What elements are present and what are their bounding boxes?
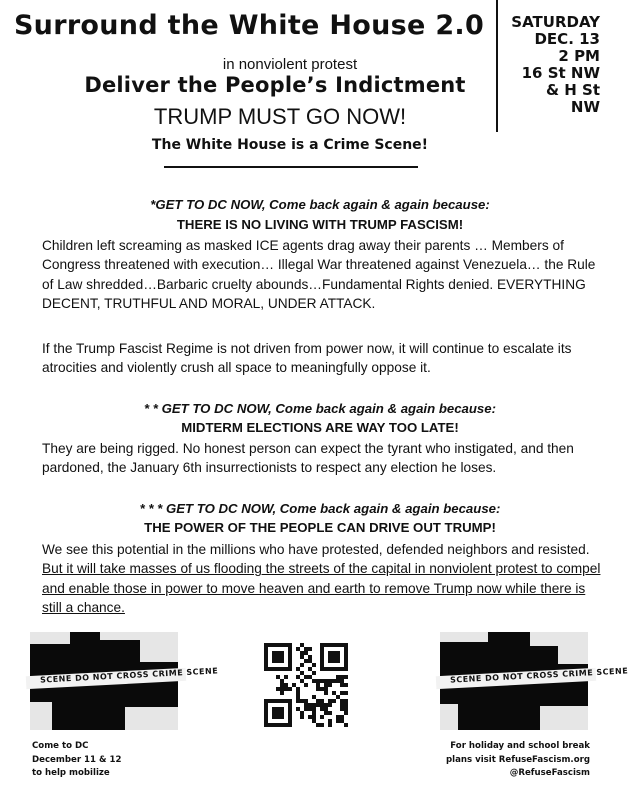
qr-module — [320, 707, 324, 711]
qr-module — [304, 699, 308, 703]
qr-module — [280, 691, 284, 695]
qr-module — [316, 679, 320, 683]
qr-module — [328, 703, 332, 707]
qr-module — [320, 687, 324, 691]
event-street-3: NW — [570, 98, 600, 116]
qr-module — [312, 703, 316, 707]
qr-module — [300, 679, 304, 683]
subtitle: in nonviolent protest — [222, 56, 358, 73]
qr-module — [300, 651, 304, 655]
page-title: Surround the White House 2.0 — [13, 10, 485, 41]
qr-module — [308, 659, 312, 663]
qr-module — [316, 699, 320, 703]
qr-module — [296, 675, 300, 679]
qr-module — [344, 723, 348, 727]
qr-module — [332, 691, 336, 695]
section-1-paragraph-2: If the Trump Fascist Regime is not driven from power now, it will continue to escalate its atrocities and violently crush all space to meaningfully oppose it. — [42, 341, 572, 376]
qr-module — [280, 687, 284, 691]
qr-module — [340, 719, 344, 723]
section-3-subheading: THE POWER OF THE PEOPLE CAN DRIVE OUT TRUMP! — [144, 520, 496, 535]
section-2-heading: * * GET TO DC NOW, Come back again & again because: — [144, 401, 496, 416]
qr-module — [300, 671, 304, 675]
divider — [164, 166, 418, 168]
tagline: Deliver the People’s Indictment — [84, 73, 466, 97]
section-3-heading: * * * GET TO DC NOW, Come back again & again because: — [139, 501, 501, 516]
qr-module — [288, 687, 292, 691]
qr-module — [284, 675, 288, 679]
qr-module — [312, 707, 316, 711]
qr-module — [320, 703, 324, 707]
qr-module — [332, 679, 336, 683]
section-1-paragraph-1: Children left screaming as masked ICE agents drag away their parents … Members of Congress threatened with execution… Illegal War threatened against Venezuela… the Rule of Law shredded…Barbaric cruelty abounds…Fundamental Rights denied. EVERYTHING DECENT, TRUTHFUL AND MORAL, UNDER ATTACK. — [42, 238, 596, 312]
qr-module — [312, 695, 316, 699]
qr-module — [300, 655, 304, 659]
qr-module — [280, 683, 284, 687]
qr-finder — [272, 707, 284, 719]
qr-module — [300, 699, 304, 703]
demand: TRUMP MUST GO NOW! — [153, 104, 407, 129]
tape-text-small: SCENE DO NOT CROSS — [449, 669, 560, 685]
crime-scene-photo-right — [440, 632, 628, 730]
qr-module — [328, 719, 332, 723]
qr-module — [320, 679, 324, 683]
qr-module — [316, 683, 320, 687]
footer-right — [446, 740, 590, 781]
qr-module — [304, 683, 308, 687]
qr-module — [344, 691, 348, 695]
qr-module — [324, 711, 328, 715]
event-time: 2 PM — [558, 47, 600, 65]
qr-module — [304, 659, 308, 663]
crime-scene-slogan: The White House is a Crime Scene! — [151, 137, 429, 153]
qr-module — [324, 679, 328, 683]
footer-right-line-3[interactable]: @RefuseFascism — [509, 768, 590, 778]
qr-module — [328, 723, 332, 727]
qr-module — [304, 647, 308, 651]
qr-module — [336, 675, 340, 679]
qr-module — [312, 719, 316, 723]
qr-module — [300, 643, 304, 647]
qr-module — [344, 675, 348, 679]
qr-module — [296, 667, 300, 671]
qr-module — [296, 695, 300, 699]
qr-module — [308, 703, 312, 707]
qr-module — [312, 679, 316, 683]
qr-module — [284, 683, 288, 687]
qr-finder — [328, 651, 340, 663]
qr-module — [340, 691, 344, 695]
qr-module — [308, 647, 312, 651]
section-1-heading: *GET TO DC NOW, Come back again & again because: — [150, 197, 490, 212]
qr-module — [320, 715, 324, 719]
qr-module — [304, 651, 308, 655]
qr-module — [328, 699, 332, 703]
qr-module — [308, 667, 312, 671]
section-2-subheading: MIDTERM ELECTIONS ARE WAY TOO LATE! — [181, 420, 459, 435]
section-3-text: We see this potential in the millions who have protested, defended neighbors and resisted. — [42, 542, 590, 557]
footer-left-line-1: Come to DC — [32, 741, 89, 751]
qr-module — [316, 723, 320, 727]
qr-module — [324, 707, 328, 711]
qr-module — [296, 691, 300, 695]
qr-module — [324, 683, 328, 687]
qr-module — [280, 679, 284, 683]
qr-module — [336, 695, 340, 699]
qr-module — [276, 687, 280, 691]
qr-module — [308, 655, 312, 659]
qr-module — [340, 699, 344, 703]
footer-left — [32, 740, 121, 781]
section-1-subheading: THERE IS NO LIVING WITH TRUMP FASCISM! — [176, 217, 464, 232]
qr-module — [344, 699, 348, 703]
qr-module — [344, 683, 348, 687]
footer-right-line-2[interactable]: plans visit RefuseFascism.org — [445, 754, 590, 765]
qr-module — [328, 679, 332, 683]
qr-module — [312, 671, 316, 675]
footer-right-line-1: For holiday and school break — [450, 741, 590, 751]
qr-module — [312, 711, 316, 715]
footer-left-line-2: December 11 & 12 — [32, 754, 122, 765]
qr-module — [296, 707, 300, 711]
qr-module — [304, 675, 308, 679]
qr-finder — [272, 651, 284, 663]
qr-module — [300, 711, 304, 715]
qr-module — [344, 703, 348, 707]
qr-module — [340, 683, 344, 687]
event-street-1: 16 St NW — [521, 64, 600, 82]
tape-text: CRIME SCENE — [562, 666, 628, 679]
qr-module — [340, 715, 344, 719]
qr-module — [300, 715, 304, 719]
qr-module — [320, 699, 324, 703]
qr-code[interactable] — [264, 643, 348, 727]
qr-module — [340, 675, 344, 679]
qr-module — [284, 687, 288, 691]
qr-module — [316, 703, 320, 707]
qr-module — [340, 679, 344, 683]
qr-module — [344, 707, 348, 711]
qr-module — [320, 723, 324, 727]
qr-module — [336, 679, 340, 683]
qr-module — [328, 711, 332, 715]
qr-module — [308, 675, 312, 679]
section-3-underlined-text: But it will take masses of us flooding the streets of the capital in nonviolent protest to compel and enable those in power to move heaven and earth to remove Trump now while there is still a chance. — [42, 561, 601, 616]
qr-module — [308, 715, 312, 719]
qr-module — [336, 719, 340, 723]
qr-module — [296, 647, 300, 651]
event-details — [490, 14, 600, 116]
qr-module — [308, 707, 312, 711]
qr-module — [292, 683, 296, 687]
qr-module — [324, 691, 328, 695]
qr-module — [300, 663, 304, 667]
qr-module — [312, 663, 316, 667]
crime-scene-photo-left — [30, 632, 219, 730]
qr-module — [324, 687, 328, 691]
event-street-2: & H St — [545, 81, 600, 99]
event-day: SATURDAY — [511, 13, 600, 31]
qr-module — [304, 707, 308, 711]
tape-text: CRIME SCENE — [152, 666, 219, 679]
qr-module — [316, 687, 320, 691]
qr-module — [332, 699, 336, 703]
qr-module — [324, 703, 328, 707]
tape-text-small: SCENE DO NOT CROSS — [39, 669, 150, 685]
qr-module — [304, 703, 308, 707]
section-2-paragraph: They are being rigged. No honest person can expect the tyrant who instigated, and then pardoned, the January 6th insurrectionists to respect any election he loses. — [42, 441, 574, 476]
qr-module — [344, 711, 348, 715]
qr-module — [296, 699, 300, 703]
qr-module — [328, 683, 332, 687]
qr-module — [340, 703, 344, 707]
qr-module — [276, 675, 280, 679]
event-date: DEC. 13 — [534, 30, 600, 48]
qr-module — [340, 707, 344, 711]
footer-left-line-3: to help mobilize — [32, 768, 110, 778]
qr-module — [336, 715, 340, 719]
qr-module — [296, 687, 300, 691]
section-3-paragraph — [42, 540, 602, 618]
qr-module — [312, 715, 316, 719]
